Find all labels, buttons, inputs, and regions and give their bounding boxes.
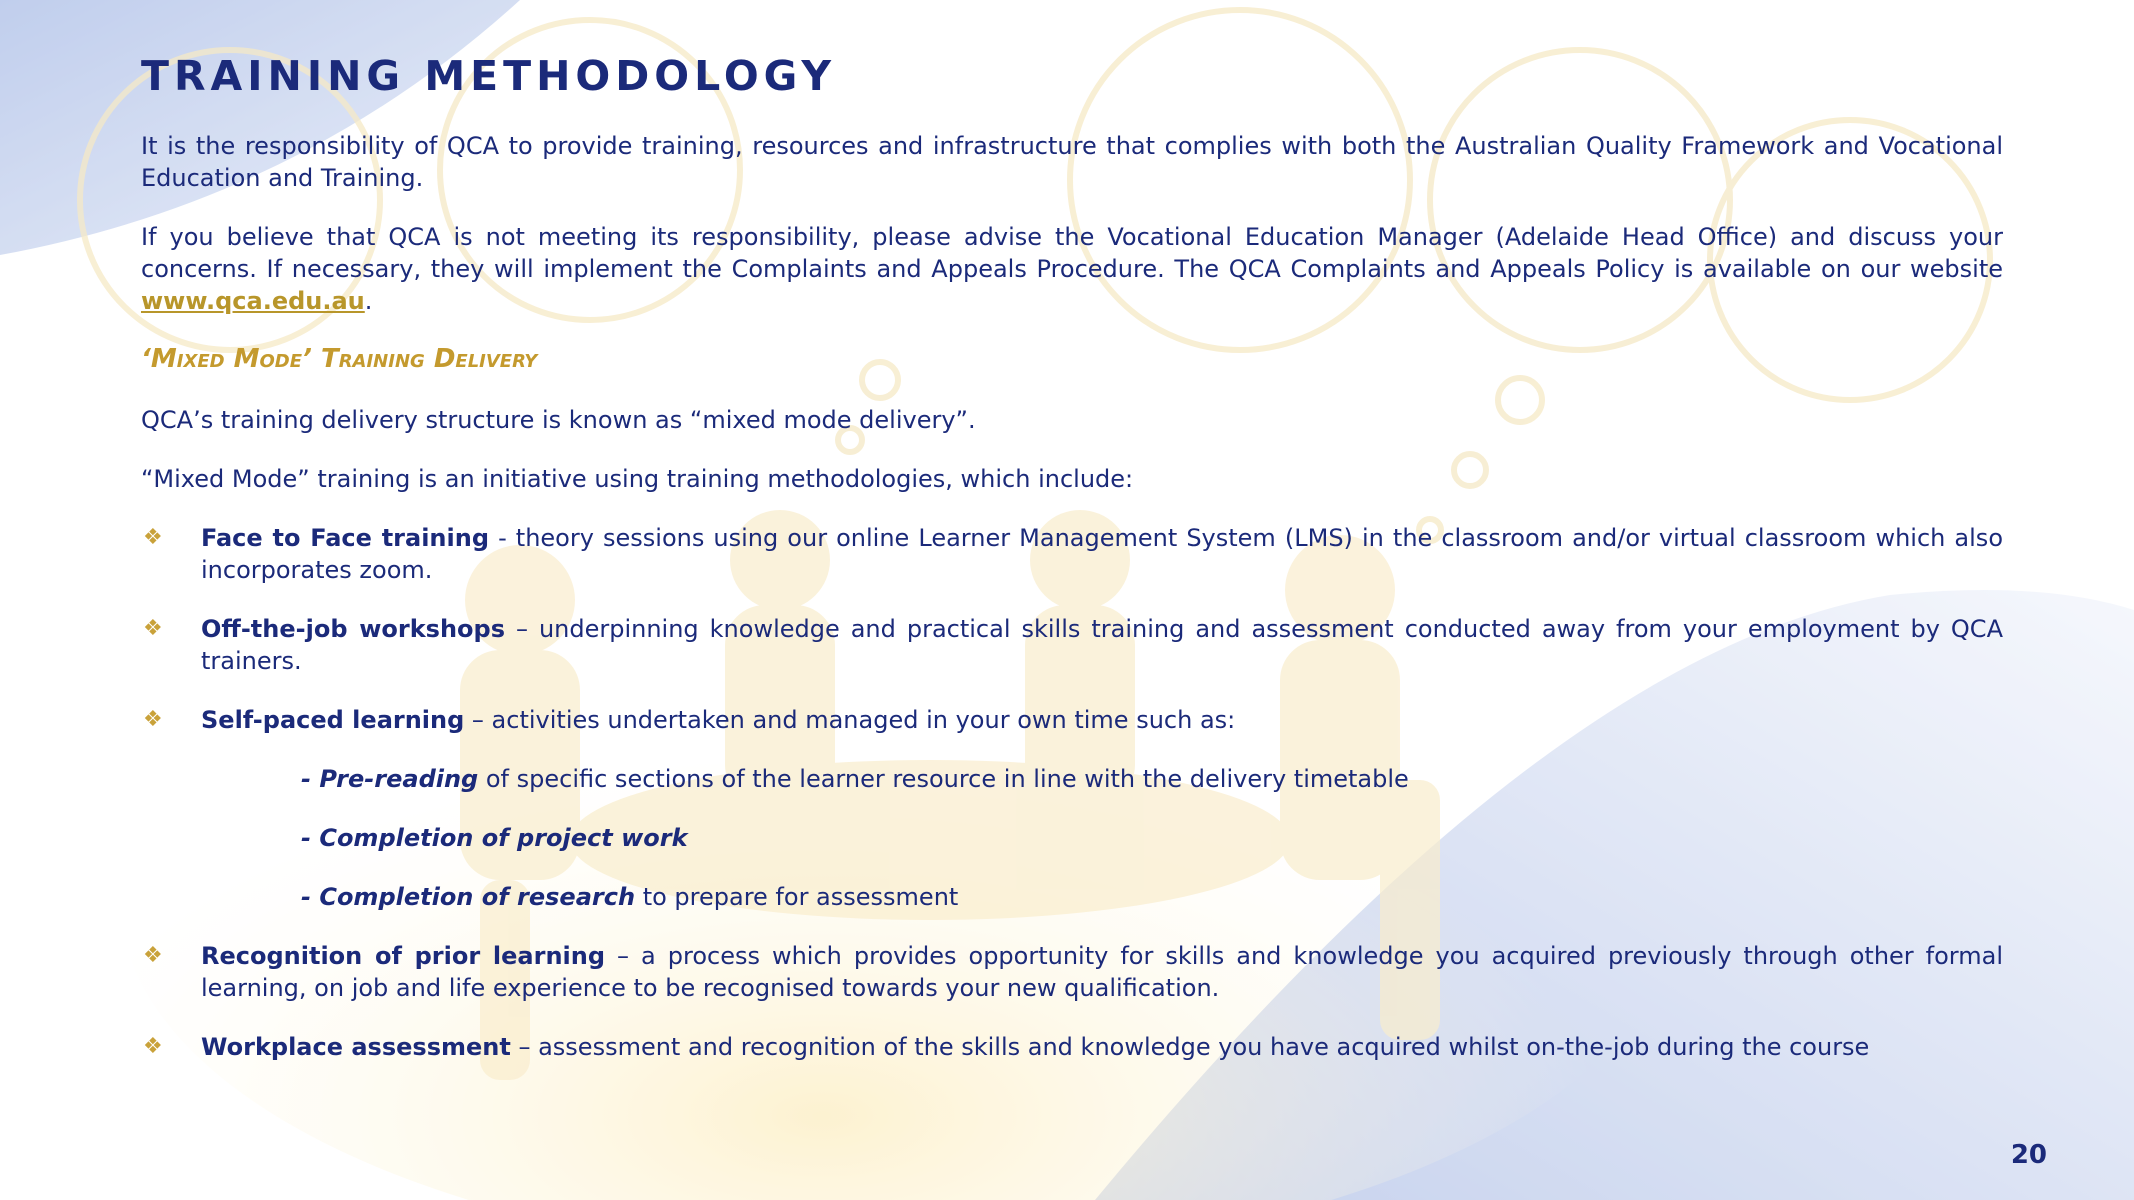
sub-item-emphasis: Completion of research bbox=[319, 883, 636, 911]
sub-item-emphasis: Completion of project work bbox=[319, 824, 688, 852]
list-item-rpl bbox=[141, 940, 2003, 1004]
page-title: TRAINING METHODOLOGY bbox=[141, 52, 837, 100]
list-item-self-paced bbox=[141, 704, 2003, 736]
diamond-bullet-icon: ❖ bbox=[143, 943, 163, 968]
diamond-bullet-icon: ❖ bbox=[143, 525, 163, 550]
diamond-bullet-icon: ❖ bbox=[143, 707, 163, 732]
diamond-bullet-icon: ❖ bbox=[143, 616, 163, 641]
delivery-paragraph-2: “Mixed Mode” training is an initiative using training methodologies, which include: bbox=[141, 465, 1134, 493]
intro-paragraph-1: It is the responsibility of QCA to provide training, resources and infrastructure that complies with both the Australian Quality Framework and Vocational Education and Training. bbox=[141, 132, 2003, 192]
intro-paragraph-2-end: . bbox=[364, 287, 373, 315]
list-item-title: Self-paced learning bbox=[201, 706, 465, 734]
list-item-face-to-face bbox=[141, 522, 2003, 586]
sub-item-dash: - bbox=[301, 883, 320, 911]
sub-item-text: to prepare for assessment bbox=[635, 883, 959, 911]
list-item-text: - theory sessions using our online Learner Management System (LMS) in the classroom and/or virtual classroom which also incorporates zoom. bbox=[201, 524, 2003, 584]
page-number: 20 bbox=[2010, 1140, 2047, 1170]
delivery-paragraph-1: QCA’s training delivery structure is known as “mixed mode delivery”. bbox=[141, 406, 976, 434]
list-item-text: – activities undertaken and managed in your own time such as: bbox=[464, 706, 1236, 734]
page-content bbox=[141, 52, 2003, 1090]
list-item-title: Face to Face training bbox=[201, 524, 490, 552]
sub-item-project-work bbox=[141, 822, 2003, 854]
sub-item-dash: - bbox=[301, 765, 320, 793]
sub-item-text: of specific sections of the learner resource in line with the delivery timetable bbox=[478, 765, 1409, 793]
list-item-title: Recognition of prior learning bbox=[201, 942, 606, 970]
list-item-text: – assessment and recognition of the skills and knowledge you have acquired whilst on-the-job during the course bbox=[510, 1033, 1870, 1061]
intro-paragraph-2-text: If you believe that QCA is not meeting its responsibility, please advise the Vocational Education Manager (Adelaide Head Office) and discuss your concerns. If necessary, they will implement the Complaints and Appeals Procedure. The QCA Complaints and Appeals Policy is available on our website bbox=[141, 223, 2003, 283]
sub-item-pre-reading bbox=[141, 763, 2003, 795]
intro-paragraph-2 bbox=[141, 221, 2003, 317]
sub-item-dash: - bbox=[301, 824, 320, 852]
section-subheading: ‘Mixed Mode’ Training Delivery bbox=[141, 344, 538, 374]
list-item-title: Workplace assessment bbox=[201, 1033, 511, 1061]
list-item-text: – a process which provides opportunity for skills and knowledge you acquired previously through other formal learning, on job and life experience to be recognised towards your new qualification. bbox=[201, 942, 2003, 1002]
list-item-workplace-assessment bbox=[141, 1031, 2003, 1063]
list-item-off-the-job bbox=[141, 613, 2003, 677]
diamond-bullet-icon: ❖ bbox=[143, 1034, 163, 1059]
sub-item-research bbox=[141, 881, 2003, 913]
list-item-text: – underpinning knowledge and practical skills training and assessment conducted away from your employment by QCA trainers. bbox=[201, 615, 2003, 675]
list-item-title: Off-the-job workshops bbox=[201, 615, 505, 643]
sub-item-emphasis: Pre-reading bbox=[319, 765, 479, 793]
website-link[interactable]: www.qca.edu.au bbox=[141, 287, 365, 315]
